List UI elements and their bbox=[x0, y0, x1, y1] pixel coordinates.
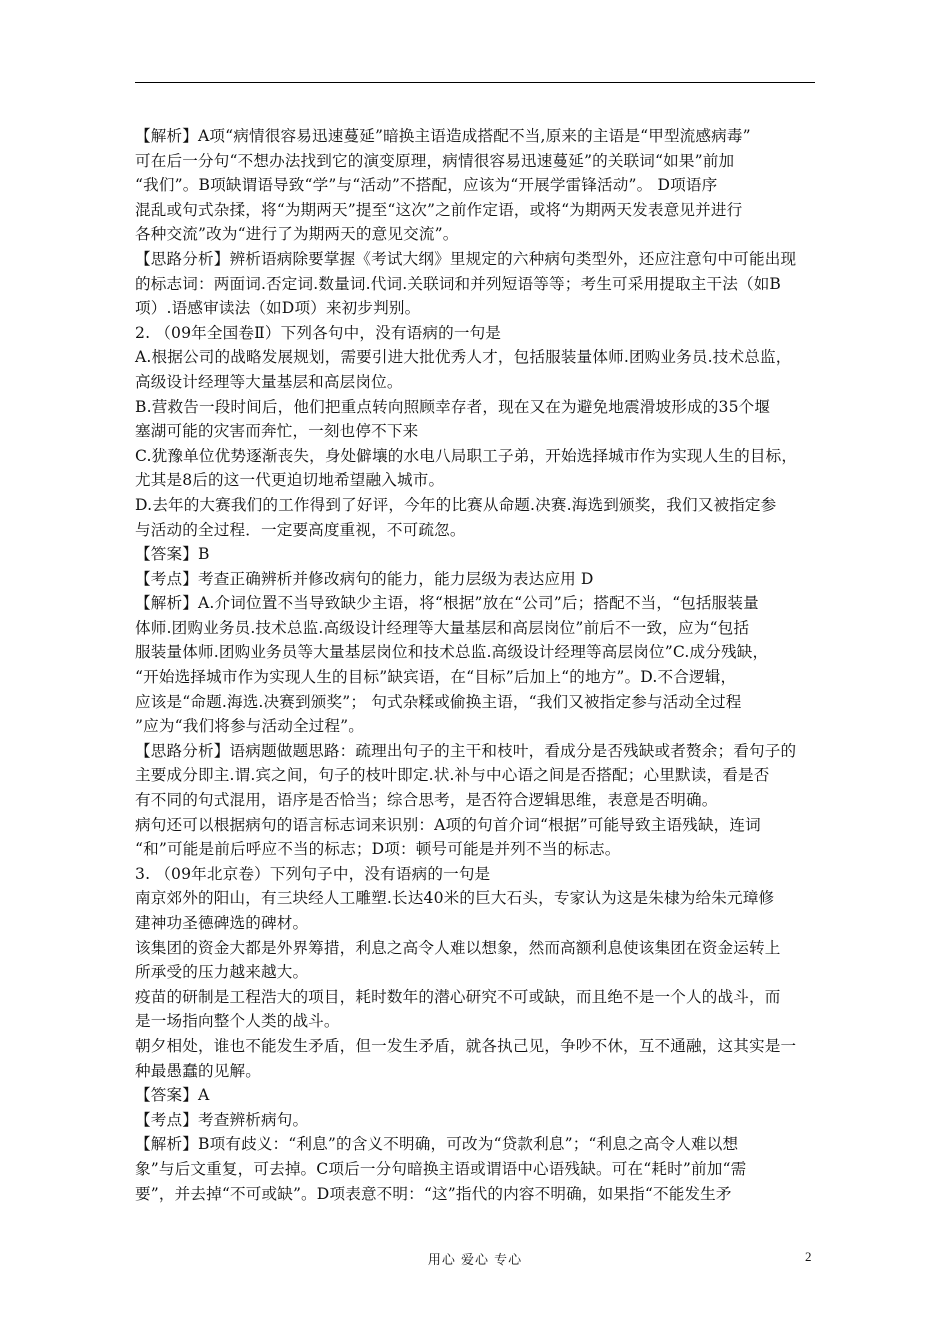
text-line: 【考点】考查正确辨析并修改病句的能力，能力层级为表达应用 D bbox=[135, 569, 594, 588]
text-line: “开始选择城市作为实现人生的目标”缺宾语，在“目标”后加上“的地方”。D.不合逻辑， bbox=[135, 668, 737, 687]
text-line: 种最愚蠢的见解。 bbox=[135, 1061, 261, 1080]
text-line: 应该是“命题.海选.决赛到颁奖”； 句式杂糅或偷换主语，“我们又被指定参与活动全过程 bbox=[135, 692, 742, 711]
text-line: 【答案】B bbox=[135, 545, 210, 564]
text-line: A.根据公司的战略发展规划，需要引进大批优秀人才，包括服装量体师.团购业务员.技术总监， bbox=[135, 348, 792, 367]
text-line: 塞湖可能的灾害而奔忙，一刻也停不下来 bbox=[135, 422, 419, 441]
text-line: D.去年的大赛我们的工作得到了好评，今年的比赛从命题.决赛.海选到颁奖，我们又被指定参 bbox=[135, 495, 777, 514]
text-line: 【答案】A bbox=[135, 1086, 210, 1105]
document-body bbox=[135, 124, 819, 1206]
text-line: “和”可能是前后呼应不当的标志；D项：顿号可能是并列不当的标志。 bbox=[135, 840, 621, 859]
text-line: 【思路分析】语病题做题思路：疏理出句子的主干和枝叶，看成分是否残缺或者赘余；看句子的 bbox=[135, 741, 797, 760]
text-line: 【解析】B项有歧义：“利息”的含义不明确，可改为“贷款利息”；“利息之高令人难以想 bbox=[135, 1135, 739, 1154]
text-line: 【考点】考查辨析病句。 bbox=[135, 1110, 309, 1129]
text-line: 混乱或句式杂揉，将“为期两天”提至“这次”之前作定语，或将“为期两天发表意见并进行 bbox=[135, 200, 743, 219]
text-line: C.犹豫单位优势逐渐丧失，身处僻壤的水电八局职工子弟，开始选择城市作为实现人生的目标， bbox=[135, 446, 798, 465]
text-line: 是一场指向整个人类的战斗。 bbox=[135, 1012, 340, 1031]
text-line: 尤其是8后的这一代更迫切地希望融入城市。 bbox=[135, 471, 445, 490]
text-line: 病句还可以根据病句的语言标志词来识别：A项的句首介词“根据”可能导致主语残缺，连词 bbox=[135, 815, 761, 834]
footer-slogan: 用心 爱心 专心 bbox=[427, 1253, 523, 1268]
text-line: 【思路分析】辨析语病除要掌握《考试大纲》里规定的六种病句类型外，还应注意句中可能出现 bbox=[135, 249, 797, 268]
text-line: 所承受的压力越来越大。 bbox=[135, 963, 309, 982]
text-line: 建神功圣德碑选的碑材。 bbox=[135, 914, 309, 932]
text-line: 2. （09年全国卷Ⅱ）下列各句中，没有语病的一句是 bbox=[135, 323, 502, 342]
text-line: 【解析】A.介词位置不当导致缺少主语，将“根据”放在“公司”后；搭配不当，“包括服装量 bbox=[135, 594, 759, 613]
text-line: 体师.团购业务员.技术总监.高级设计经理等大量基层和高层岗位”前后不一致，应为“包括 bbox=[135, 618, 750, 637]
text-line: 的标志词：两面词.否定词.数量词.代词.关联词和并列短语等等；考生可采用提取主干法（如B bbox=[135, 274, 782, 293]
page-number: 2 bbox=[805, 1249, 812, 1264]
text-line: 与活动的全过程．一定要高度重视，不可疏忽。 bbox=[135, 520, 466, 539]
text-line: 主要成分即主.谓.宾之间，句子的枝叶即定.状.补与中心语之间是否搭配；心里默读，看是否 bbox=[135, 766, 770, 785]
text-line: 项）.语感审读法（如D项）来初步判别。 bbox=[135, 299, 421, 318]
text-line: 南京郊外的阳山，有三块经人工雕塑.长达40米的巨大石头，专家认为这是朱棣为给朱元璋修 bbox=[135, 889, 775, 908]
text-line: 可在后一分句“不想办法找到它的演变原理，病情很容易迅速蔓延”的关联词“如果”前加 bbox=[135, 151, 735, 170]
text-line: B.营救告一段时间后，他们把重点转向照顾幸存者，现在又在为避免地震滑坡形成的35个堰 bbox=[135, 397, 771, 416]
text-line: 高级设计经理等大量基层和高层岗位。 bbox=[135, 372, 403, 391]
text-line: 【解析】A项“病情很容易迅速蔓延”暗换主语造成搭配不当,原来的主语是“甲型流感病毒” bbox=[135, 127, 751, 145]
text-line: 有不同的句式混用，语序是否恰当；综合思考，是否符合逻辑思维，表意是否明确。 bbox=[135, 791, 718, 810]
text-line: 各种交流”改为“进行了为期两天的意见交流”。 bbox=[135, 225, 459, 244]
text-line: 服装量体师.团购业务员等大量基层岗位和技术总监.高级设计经理等高层岗位”C.成分残缺， bbox=[135, 643, 769, 662]
text-line: 要”，并去掉“不可或缺”。D项表意不明：“这”指代的内容不明确，如果指“不能发生矛 bbox=[135, 1184, 732, 1203]
text-line: 疫苗的研制是工程浩大的项目，耗时数年的潜心研究不可或缺，而且绝不是一个人的战斗，而 bbox=[135, 987, 781, 1006]
header-rule bbox=[135, 82, 815, 83]
text-line: “我们”。B项缺谓语导致“学”与“活动”不搭配，应该为“开展学雷锋活动”。 D项语序 bbox=[135, 176, 718, 195]
text-line: ”应为“我们将参与活动全过程”。 bbox=[135, 717, 365, 736]
text-line: 该集团的资金大都是外界筹措，利息之高令人难以想象，然而高额利息使该集团在资金运转上 bbox=[135, 938, 781, 957]
text-line: 3. （09年北京卷）下列句子中，没有语病的一句是 bbox=[135, 864, 491, 883]
text-line: 朝夕相处，谁也不能发生矛盾，但一发生矛盾，就各执己见，争吵不休，互不通融，这其实是一 bbox=[135, 1036, 797, 1055]
text-line: 象”与后文重复，可去掉。C项后一分句暗换主语或谓语中心语残缺。可在“耗时”前加“需 bbox=[135, 1159, 747, 1178]
